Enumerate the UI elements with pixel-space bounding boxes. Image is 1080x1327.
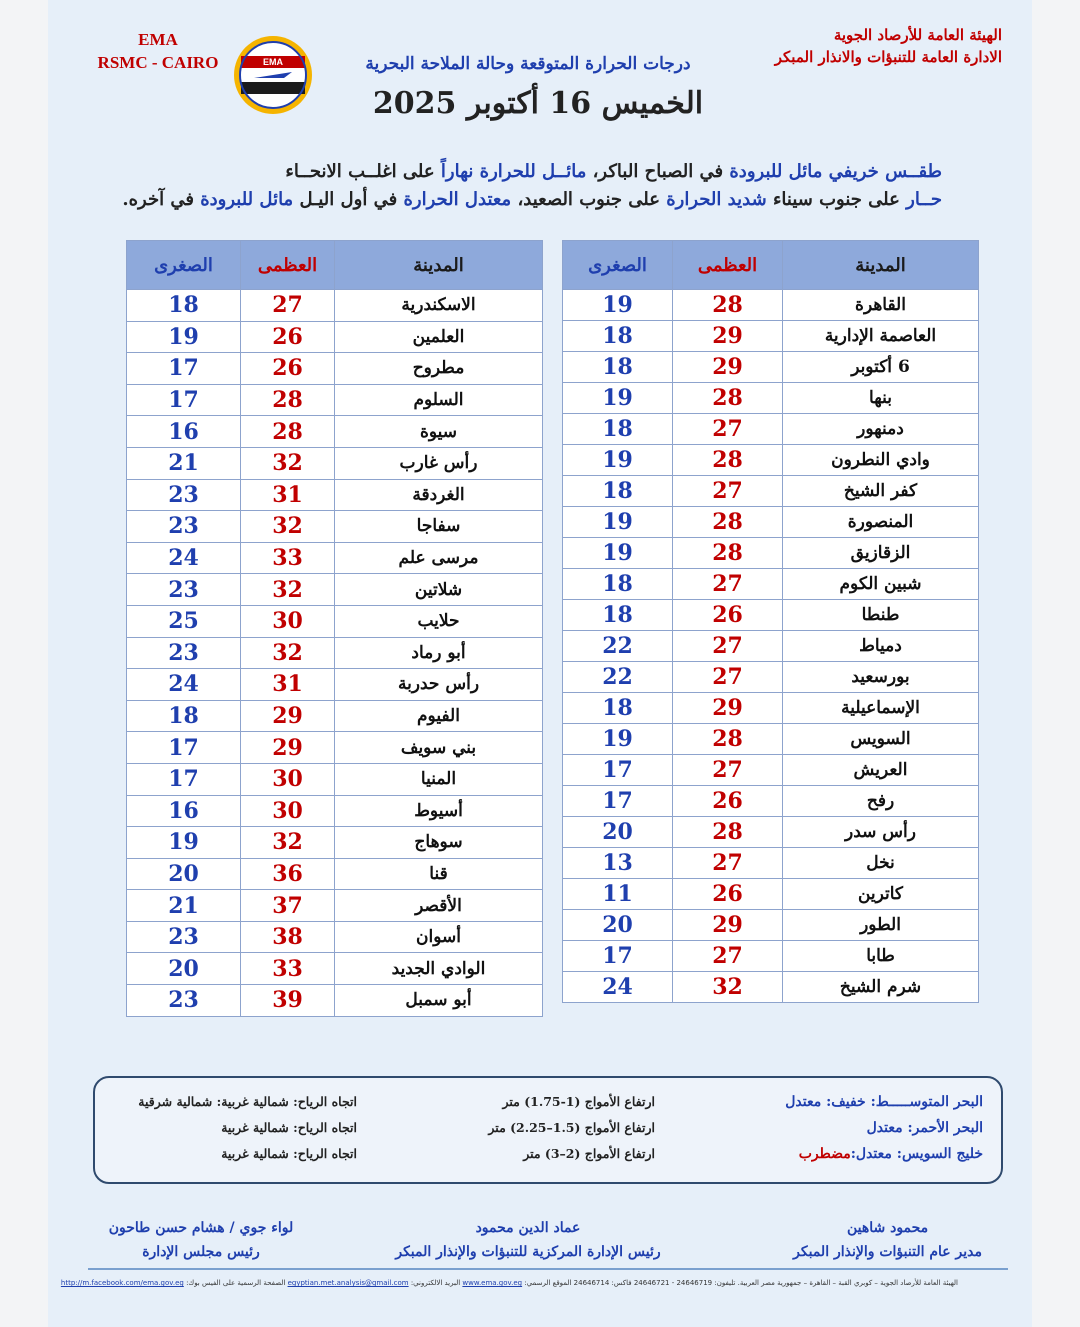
marine-row — [95, 1120, 1001, 1144]
max-temp: 36 — [241, 858, 335, 890]
min-temp: 18 — [563, 352, 673, 383]
header-min: الصغرى — [127, 241, 241, 290]
min-temp: 19 — [563, 383, 673, 414]
table-row — [127, 827, 543, 859]
min-temp: 18 — [563, 321, 673, 352]
city-name: أسيوط — [335, 795, 543, 827]
temperature-table-left — [126, 240, 543, 1017]
bulletin-title: درجات الحرارة المتوقعة وحالة الملاحة البحرية — [365, 54, 691, 74]
marine-row — [95, 1146, 1001, 1170]
min-temp: 19 — [563, 724, 673, 755]
city-name: العاصمة الإدارية — [783, 321, 979, 352]
max-temp: 30 — [241, 763, 335, 795]
min-temp: 24 — [127, 669, 241, 701]
city-name: أبو سمبل — [335, 985, 543, 1017]
signature-name: لواء جوي / هشام حسن طاحون — [108, 1220, 294, 1236]
city-name: سفاجا — [335, 511, 543, 543]
max-temp: 32 — [241, 511, 335, 543]
city-name: الفيوم — [335, 700, 543, 732]
city-name: نخل — [783, 848, 979, 879]
max-temp: 28 — [673, 383, 783, 414]
wave-height: ارتفاع الأمواج (2–3) متر — [523, 1146, 655, 1161]
signature-title: رئيس الإدارة المركزية للتنبؤات والإنذار المبكر — [395, 1244, 661, 1260]
min-temp: 23 — [127, 921, 241, 953]
sea-state: البحر المتوســـــط: خفيف: معتدل — [785, 1094, 983, 1110]
website-link[interactable]: www.ema.gov.eg — [462, 1279, 523, 1287]
signature-name: عماد الدين محمود — [475, 1220, 581, 1236]
min-temp: 16 — [127, 795, 241, 827]
weather-summary — [110, 158, 942, 214]
table-row — [563, 569, 979, 600]
city-name: بورسعيد — [783, 662, 979, 693]
header-city: المدينة — [335, 241, 543, 290]
table-row — [563, 786, 979, 817]
table-row — [563, 600, 979, 631]
city-name: الاسكندرية — [335, 290, 543, 322]
city-name: المنصورة — [783, 507, 979, 538]
max-temp: 29 — [673, 910, 783, 941]
city-name: السويس — [783, 724, 979, 755]
min-temp: 20 — [127, 858, 241, 890]
table-row — [563, 290, 979, 321]
table-row — [127, 763, 543, 795]
min-temp: 23 — [127, 637, 241, 669]
city-name: كاترين — [783, 879, 979, 910]
summary-part: معتدل الحرارة — [403, 189, 512, 210]
left-margin — [0, 0, 48, 1327]
min-temp: 16 — [127, 416, 241, 448]
max-temp: 27 — [673, 476, 783, 507]
max-temp: 27 — [673, 848, 783, 879]
right-margin — [1032, 0, 1080, 1327]
max-temp: 27 — [241, 290, 335, 322]
table-row — [127, 384, 543, 416]
ema-english-name — [78, 28, 238, 74]
city-name: أبو رماد — [335, 637, 543, 669]
table-row — [563, 631, 979, 662]
max-temp: 32 — [673, 972, 783, 1003]
email-link[interactable]: egyptian.met.analysis@gmail.com — [287, 1279, 409, 1287]
table-row — [127, 542, 543, 574]
city-name: رأس حدربة — [335, 669, 543, 701]
min-temp: 17 — [127, 763, 241, 795]
summary-part: مائــل للحرارة نهاراً — [440, 161, 587, 182]
min-temp: 23 — [127, 511, 241, 543]
city-name: بنها — [783, 383, 979, 414]
temperature-table-right — [562, 240, 979, 1003]
city-name: القاهرة — [783, 290, 979, 321]
city-name: الزقازيق — [783, 538, 979, 569]
max-temp: 28 — [241, 416, 335, 448]
city-name: شرم الشيخ — [783, 972, 979, 1003]
max-temp: 33 — [241, 953, 335, 985]
table-row — [127, 795, 543, 827]
min-temp: 19 — [563, 445, 673, 476]
bulletin-date: الخميس 16 أكتوبر 2025 — [372, 86, 704, 121]
max-temp: 29 — [673, 352, 783, 383]
table-row — [127, 858, 543, 890]
table-row — [127, 416, 543, 448]
organization-name — [775, 24, 1002, 68]
summary-part: في أول اليـل — [293, 189, 404, 210]
max-temp: 27 — [673, 414, 783, 445]
min-temp: 17 — [127, 732, 241, 764]
max-temp: 27 — [673, 631, 783, 662]
table-row — [127, 511, 543, 543]
min-temp: 17 — [127, 353, 241, 385]
city-name: كفر الشيخ — [783, 476, 979, 507]
min-temp: 18 — [127, 700, 241, 732]
min-temp: 18 — [563, 600, 673, 631]
table-row — [127, 290, 543, 322]
city-name: بني سويف — [335, 732, 543, 764]
city-name: طابا — [783, 941, 979, 972]
city-name: رأس سدر — [783, 817, 979, 848]
table-row — [563, 910, 979, 941]
signature-title: مدير عام التنبؤات والإنذار المبكر — [793, 1244, 982, 1260]
max-temp: 27 — [673, 662, 783, 693]
min-temp: 11 — [563, 879, 673, 910]
facebook-link[interactable]: http://m.facebook.com/ema.gov.eg — [60, 1279, 184, 1287]
table-row — [563, 817, 979, 848]
table-row — [563, 352, 979, 383]
table-row — [563, 848, 979, 879]
table-row — [563, 879, 979, 910]
city-name: سيوة — [335, 416, 543, 448]
city-name: طنطا — [783, 600, 979, 631]
min-temp: 24 — [127, 542, 241, 574]
city-name: شلاتين — [335, 574, 543, 606]
min-temp: 18 — [563, 476, 673, 507]
min-temp: 21 — [127, 447, 241, 479]
wind-direction: اتجاه الرياح: شمالية غربية: شمالية شرقية — [138, 1094, 357, 1109]
header-min: الصغرى — [563, 241, 673, 290]
ema-acronym: EMA — [138, 30, 178, 49]
org-line-2: الادارة العامة للتنبؤات والانذار المبكر — [774, 48, 1002, 66]
email-label: البريد الالكتروني: — [410, 1279, 461, 1287]
min-temp: 20 — [563, 817, 673, 848]
table-row — [127, 605, 543, 637]
city-name: الغردقة — [335, 479, 543, 511]
max-temp: 27 — [673, 941, 783, 972]
header-max: العظمى — [673, 241, 783, 290]
city-name: السلوم — [335, 384, 543, 416]
org-line-1: الهيئة العامة للأرصاد الجوية — [833, 26, 1002, 44]
city-name: 6 أكتوبر — [783, 352, 979, 383]
min-temp: 18 — [563, 693, 673, 724]
sea-state-extra: مضطرب — [798, 1146, 851, 1162]
city-name: شبين الكوم — [783, 569, 979, 600]
max-temp: 28 — [673, 445, 783, 476]
table-row — [563, 755, 979, 786]
summary-part: على جنوب الصعيد، — [511, 189, 667, 210]
min-temp: 23 — [127, 985, 241, 1017]
min-temp: 20 — [563, 910, 673, 941]
max-temp: 29 — [241, 732, 335, 764]
table-row — [127, 479, 543, 511]
table-row — [127, 953, 543, 985]
city-name: رفح — [783, 786, 979, 817]
city-name: الوادي الجديد — [335, 953, 543, 985]
min-temp: 19 — [563, 507, 673, 538]
sea-state: البحر الأحمر: معتدل — [866, 1120, 983, 1136]
header-city: المدينة — [783, 241, 979, 290]
min-temp: 25 — [127, 605, 241, 637]
max-temp: 29 — [241, 700, 335, 732]
city-name: أسوان — [335, 921, 543, 953]
wave-height: ارتفاع الأمواج (1-1.75) متر — [502, 1094, 655, 1109]
table-row — [563, 414, 979, 445]
min-temp: 19 — [127, 827, 241, 859]
min-temp: 22 — [563, 631, 673, 662]
max-temp: 26 — [673, 600, 783, 631]
summary-part: على جنوب سيناء — [766, 189, 907, 210]
table-row — [563, 972, 979, 1003]
max-temp: 26 — [241, 353, 335, 385]
signature-name: محمود شاهين — [846, 1220, 929, 1236]
header-max: العظمى — [241, 241, 335, 290]
table-row — [563, 476, 979, 507]
city-name: قنا — [335, 858, 543, 890]
max-temp: 32 — [241, 827, 335, 859]
max-temp: 26 — [241, 321, 335, 353]
min-temp: 19 — [127, 321, 241, 353]
city-name: المنيا — [335, 763, 543, 795]
city-name: مرسى علم — [335, 542, 543, 574]
min-temp: 23 — [127, 479, 241, 511]
summary-part: طقــس خريفي مائل للبرودة — [729, 161, 942, 182]
min-temp: 19 — [563, 290, 673, 321]
city-name: مطروح — [335, 353, 543, 385]
ema-logo-icon — [232, 34, 314, 116]
footer-contact — [60, 1279, 958, 1287]
city-name: الأقصر — [335, 890, 543, 922]
max-temp: 31 — [241, 479, 335, 511]
city-name: دمنهور — [783, 414, 979, 445]
min-temp: 18 — [563, 414, 673, 445]
footer-address: الهيئة العامة للأرصاد الجوية – كوبري القبة – القاهرة – جمهورية مصر العربية. تليفون: 24646719 - 24646721 فاكس: 24646714 الموقع الرسمي: — [524, 1279, 958, 1287]
min-temp: 24 — [563, 972, 673, 1003]
marine-row — [95, 1094, 1001, 1118]
wind-direction: اتجاه الرياح: شمالية غربية — [221, 1120, 357, 1135]
max-temp: 30 — [241, 605, 335, 637]
summary-part: مائل للبرودة — [200, 189, 294, 210]
summary-part: على اغلــب الانحــاء — [285, 161, 441, 182]
city-name: وادي النطرون — [783, 445, 979, 476]
max-temp: 28 — [673, 817, 783, 848]
max-temp: 39 — [241, 985, 335, 1017]
bulletin-page — [48, 0, 1032, 1327]
table-row — [127, 985, 543, 1017]
city-name: الإسماعيلية — [783, 693, 979, 724]
city-name: رأس غارب — [335, 447, 543, 479]
signature-title: رئيس مجلس الإدارة — [142, 1244, 260, 1260]
table-row — [563, 662, 979, 693]
summary-part: حــار — [906, 189, 942, 210]
table-row — [127, 700, 543, 732]
city-name: سوهاج — [335, 827, 543, 859]
logo-text: EMA — [263, 57, 283, 67]
summary-part: شديد الحرارة — [666, 189, 767, 210]
wind-direction: اتجاه الرياح: شمالية غربية — [221, 1146, 357, 1161]
max-temp: 26 — [673, 786, 783, 817]
facebook-label: الصفحة الرسمية على الفيس بوك: — [186, 1279, 286, 1287]
table-row — [127, 447, 543, 479]
min-temp: 17 — [127, 384, 241, 416]
max-temp: 31 — [241, 669, 335, 701]
table-row — [127, 321, 543, 353]
city-name: العلمين — [335, 321, 543, 353]
max-temp: 29 — [673, 693, 783, 724]
min-temp: 20 — [127, 953, 241, 985]
max-temp: 28 — [673, 507, 783, 538]
table-row — [127, 890, 543, 922]
max-temp: 30 — [241, 795, 335, 827]
sea-state: خليج السويس: معتدل:مضطرب — [798, 1146, 983, 1162]
max-temp: 32 — [241, 637, 335, 669]
max-temp: 38 — [241, 921, 335, 953]
city-name: الطور — [783, 910, 979, 941]
max-temp: 32 — [241, 447, 335, 479]
city-name: حلايب — [335, 605, 543, 637]
max-temp: 28 — [241, 384, 335, 416]
max-temp: 28 — [673, 538, 783, 569]
table-row — [563, 507, 979, 538]
signature-3 — [96, 1216, 306, 1264]
min-temp: 19 — [563, 538, 673, 569]
signature-2 — [378, 1216, 678, 1264]
table-row — [563, 724, 979, 755]
table-row — [127, 353, 543, 385]
max-temp: 32 — [241, 574, 335, 606]
min-temp: 23 — [127, 574, 241, 606]
table-row — [127, 574, 543, 606]
summary-part: في الصباح الباكر، — [586, 161, 730, 182]
max-temp: 27 — [673, 755, 783, 786]
max-temp: 28 — [673, 724, 783, 755]
table-row — [127, 921, 543, 953]
table-row — [127, 732, 543, 764]
wave-height: ارتفاع الأمواج (1.5–2.25) متر — [488, 1120, 655, 1135]
min-temp: 21 — [127, 890, 241, 922]
table-row — [563, 693, 979, 724]
max-temp: 27 — [673, 569, 783, 600]
max-temp: 28 — [673, 290, 783, 321]
min-temp: 17 — [563, 786, 673, 817]
table-row — [563, 321, 979, 352]
min-temp: 17 — [563, 941, 673, 972]
table-row — [127, 669, 543, 701]
city-name: العريش — [783, 755, 979, 786]
max-temp: 26 — [673, 879, 783, 910]
min-temp: 18 — [563, 569, 673, 600]
max-temp: 37 — [241, 890, 335, 922]
table-row — [563, 941, 979, 972]
min-temp: 18 — [127, 290, 241, 322]
marine-status-box — [93, 1076, 1003, 1184]
min-temp: 17 — [563, 755, 673, 786]
city-name: دمياط — [783, 631, 979, 662]
table-row — [563, 445, 979, 476]
footer-divider — [88, 1268, 1008, 1270]
max-temp: 33 — [241, 542, 335, 574]
rsmc-cairo: RSMC - CAIRO — [97, 53, 219, 72]
summary-part: في آخره. — [122, 189, 201, 210]
table-row — [127, 637, 543, 669]
signature-1 — [793, 1216, 982, 1264]
table-row — [563, 383, 979, 414]
min-temp: 13 — [563, 848, 673, 879]
min-temp: 22 — [563, 662, 673, 693]
table-row — [563, 538, 979, 569]
max-temp: 29 — [673, 321, 783, 352]
